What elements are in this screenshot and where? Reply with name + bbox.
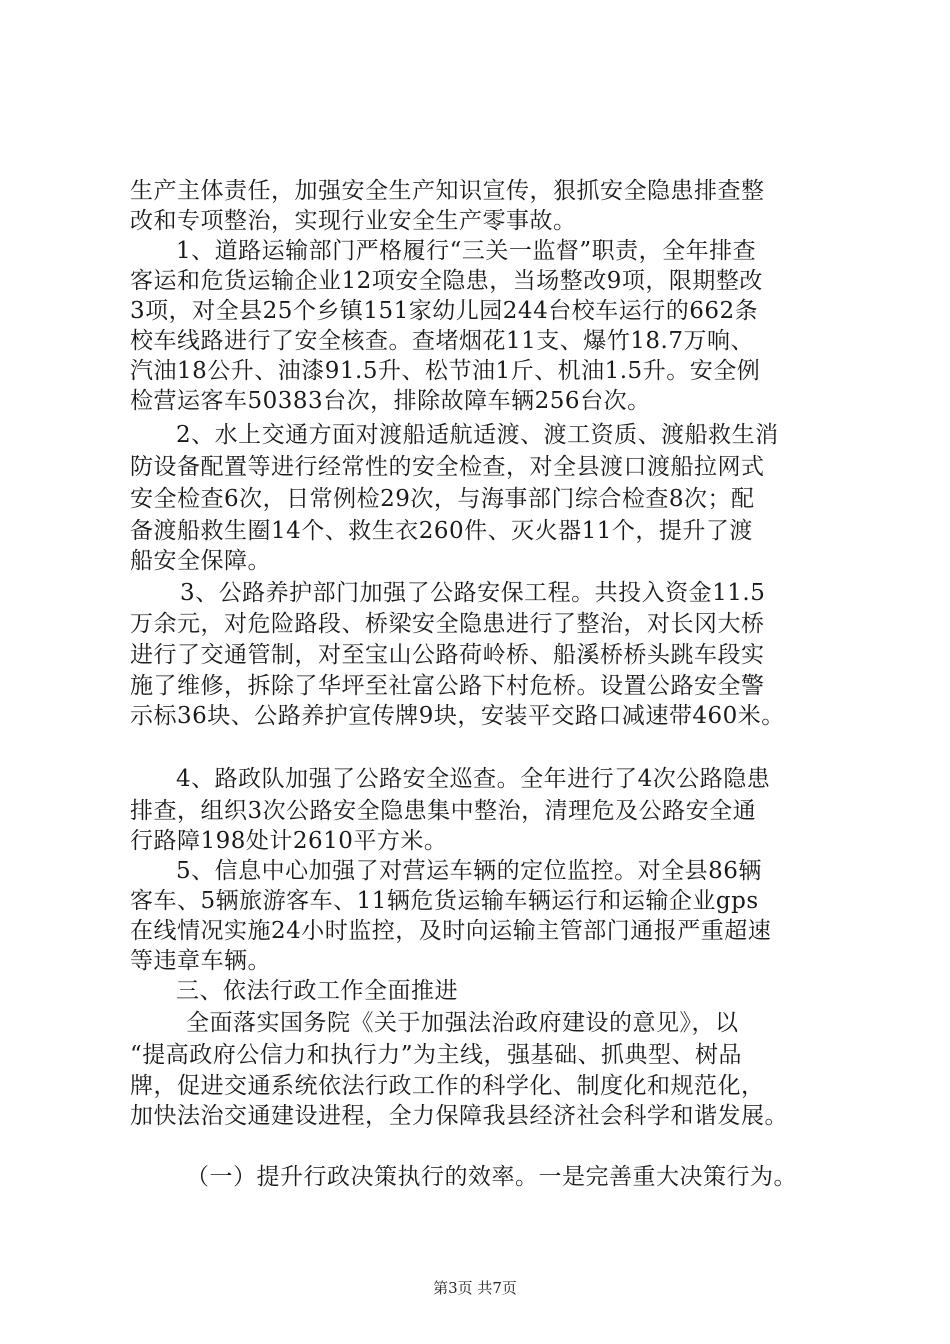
body-line-23: 客车、5辆旅游客车、11辆危货运输车辆运行和运输企业gps	[130, 888, 759, 914]
body-line-3: 1、道路运输部门严格履行“三关一监督”职责，全年排查	[176, 238, 757, 264]
body-line-8: 检营运客车50383台次，排除故障车辆256台次。	[130, 388, 651, 414]
body-line-14: 3、公路养护部门加强了公路安保工程。共投入资金11.5	[180, 580, 766, 606]
subsection-heading: （一）提升行政决策执行的效率。一是完善重大决策行为。	[186, 1164, 797, 1190]
body-line-12: 备渡船救生圈14个、救生衣260件、灭火器11个，提升了渡	[130, 518, 753, 544]
section-heading: 三、依法行政工作全面推进	[176, 978, 458, 1004]
body-line-30: 加快法治交通建设进程，全力保障我县经济社会科学和谐发展。	[130, 1103, 788, 1129]
body-line-13: 船安全保障。	[130, 548, 271, 574]
body-line-28: “提高政府公信力和执行力”为主线，强基础、抓典型、树品	[130, 1042, 743, 1068]
body-line-5: 3项，对全县25个乡镇151家幼儿园244台校车运行的662条	[130, 298, 759, 324]
body-line-29: 牌，促进交通系统依法行政工作的科学化、制度化和规范化，	[130, 1073, 765, 1099]
body-line-21: 行路障198处计2610平方米。	[130, 828, 448, 854]
body-line-7: 汽油18公升、油漆91.5升、松节油1斤、机油1.5升。安全例	[130, 358, 761, 384]
body-line-15: 万余元，对危险路段、桥梁安全隐患进行了整治，对长冈大桥	[130, 611, 765, 637]
body-line-17: 施了维修，拆除了华坪至社富公路下村危桥。设置公路安全警	[130, 673, 765, 699]
body-line-11: 安全检查6次，日常例检29次，与海事部门综合检查8次；配	[130, 486, 755, 512]
body-line-22: 5、信息中心加强了对营运车辆的定位监控。对全县86辆	[176, 858, 762, 884]
body-line-18: 示标36块、公路养护宣传牌9块，安装平交路口减速带460米。	[130, 703, 785, 729]
body-line-4: 客运和危货运输企业12项安全隐患，当场整改9项，限期整改	[130, 268, 763, 294]
body-line-9: 2、水上交通方面对渡船适航适渡、渡工资质、渡船救生消	[176, 422, 779, 448]
body-line-2: 改和专项整治，实现行业安全生产零事故。	[130, 208, 577, 234]
body-line-24: 在线情况实施24小时监控，及时向运输主管部门通报严重超速	[130, 918, 772, 944]
body-line-6: 校车线路进行了安全核查。查堵烟花11支、爆竹18.7万响、	[130, 328, 754, 354]
page-number-footer: 第3页 共7页	[433, 1279, 517, 1297]
body-line-1: 生产主体责任，加强安全生产知识宣传，狠抓安全隐患排查整	[130, 178, 765, 204]
body-line-10: 防设备配置等进行经常性的安全检查，对全县渡口渡船拉网式	[130, 454, 765, 480]
body-line-27: 全面落实国务院《关于加强法治政府建设的意见》，以	[186, 1010, 739, 1036]
body-line-16: 进行了交通管制，对至宝山公路荷岭桥、船溪桥桥头跳车段实	[130, 642, 765, 668]
body-line-19: 4、路政队加强了公路安全巡查。全年进行了4次公路隐患	[176, 766, 771, 792]
body-line-25: 等违章车辆。	[130, 948, 271, 974]
body-line-20: 排查，组织3次公路安全隐患集中整治，清理危及公路安全通	[130, 798, 757, 824]
